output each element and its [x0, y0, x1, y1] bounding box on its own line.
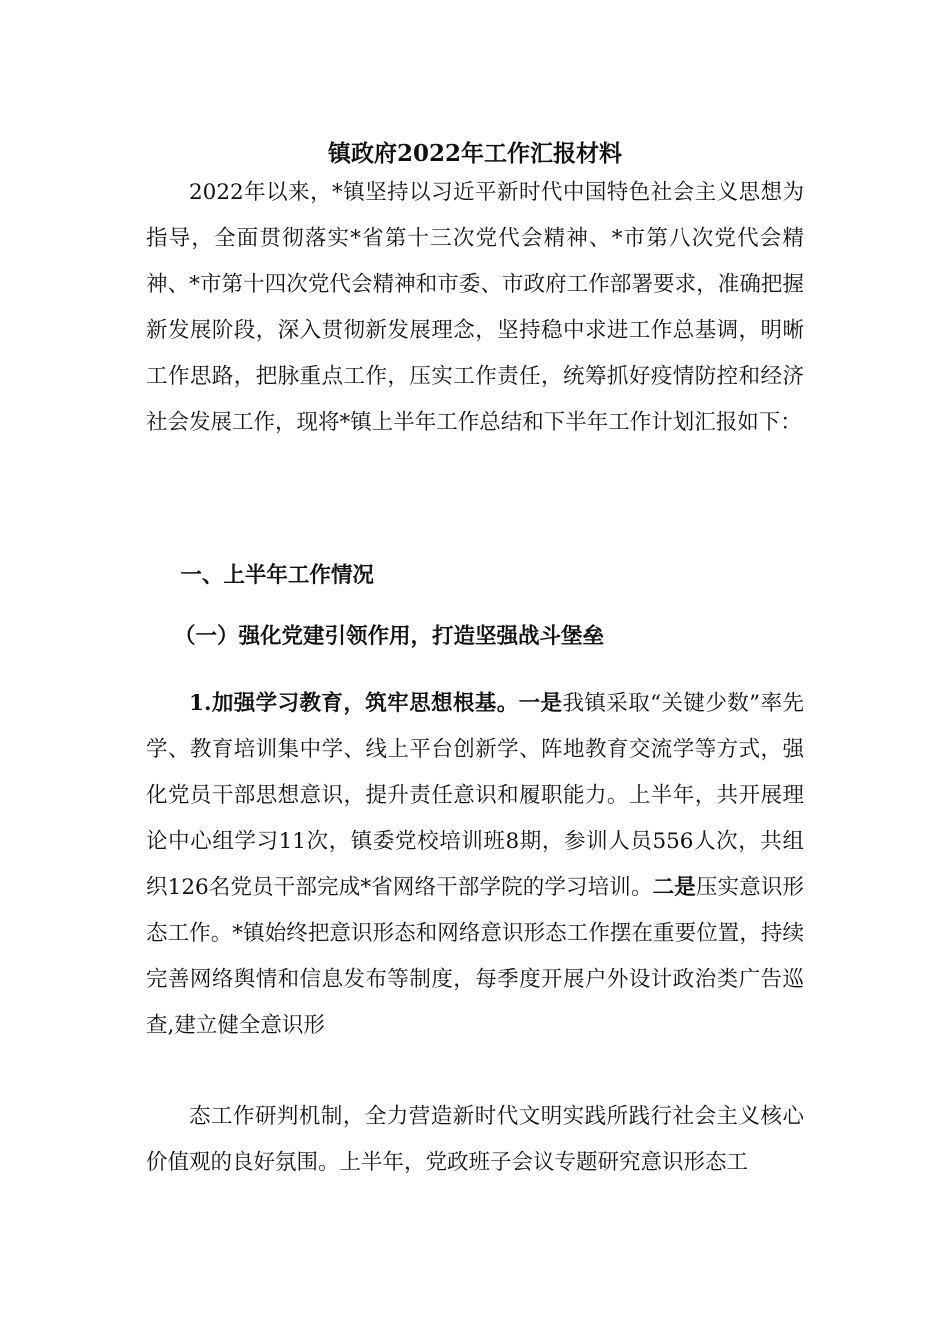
- document-title: 镇政府2022年工作汇报材料: [327, 140, 622, 167]
- second-marker: 二是: [652, 875, 696, 900]
- item-paragraph: [146, 681, 804, 1049]
- first-marker: 一是: [518, 691, 563, 716]
- subsection-heading: （一）强化党建引领作用，打造坚强战斗堡垒: [173, 624, 604, 649]
- second-text: 压实意识形态工作。*镇始终把意识形态和网络意识形态工作摆在重要位置，持续完善网络舆情和信息发布等制度，每季度开展户外设计政治类广告巡查,建立健全意识形: [146, 875, 804, 1038]
- first-text: 我镇采取“关键少数”率先学、教育培训集中学、线上平台创新学、阵地教育交流学等方式，强化党员干部思想意识，提升责任意识和履职能力。上半年，共开展理论中心组学习11次，镇委党校培训班8期，参训人员556人次，共组织126名党员干部完成*省网络干部学院的学习培训。: [146, 691, 804, 900]
- item-lead: 1.加强学习教育，筑牢思想根基。: [189, 691, 519, 716]
- intro-paragraph: 2022年以来，*镇坚持以习近平新时代中国特色社会主义思想为指导，全面贯彻落实*省第十三次党代会精神、*市第八次党代会精神、*市第十四次党代会精神和市委、市政府工作部署要求，准确把握新发展阶段，深入贯彻新发展理念，坚持稳中求进工作总基调，明晰工作思路，把脉重点工作，压实工作责任，统筹抓好疫情防控和经济社会发展工作，现将*镇上半年工作总结和下半年工作计划汇报如下：: [146, 180, 804, 435]
- continuation-paragraph: 态工作研判机制，全力营造新时代文明实践所践行社会主义核心价值观的良好氛围。上半年，党政班子会议专题研究意识形态工: [146, 1104, 804, 1175]
- section-heading: 一、上半年工作情况: [180, 563, 374, 588]
